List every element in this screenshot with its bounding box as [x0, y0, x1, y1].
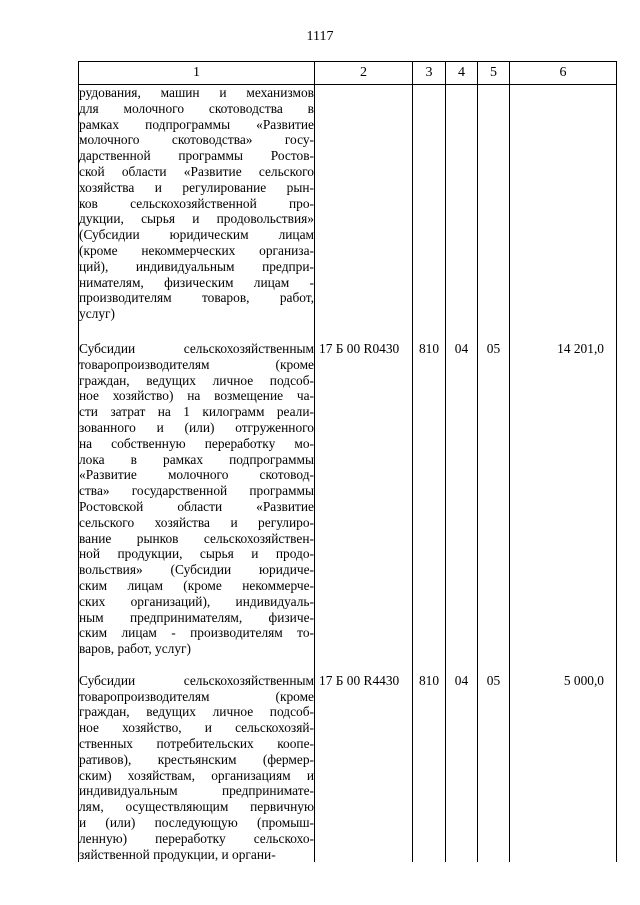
description-line: дукции, сырья и продовольствия»	[79, 211, 314, 227]
budget-table	[78, 61, 617, 862]
description-line: на собственную переработку мо-	[79, 435, 314, 451]
row-section	[446, 85, 478, 341]
row-description	[79, 85, 315, 341]
description-line: для молочного скотоводства в	[79, 100, 314, 116]
description-line: Субсидии сельскохозяйственным	[79, 340, 314, 356]
description-line: товаропроизводителям (кроме	[79, 688, 314, 704]
description-line: ским) хозяйствам, организациям и	[79, 767, 314, 783]
description-line: ков сельскохозяйственной про-	[79, 195, 314, 211]
table-row	[79, 673, 617, 863]
column-header-4: 4	[446, 62, 478, 85]
column-header-3: 3	[413, 62, 446, 85]
row-amount: 14 201,0	[510, 341, 617, 673]
table-row	[79, 85, 617, 341]
page-number: 1117	[306, 29, 334, 44]
row-description	[79, 341, 315, 673]
row-target-code: 17 Б 00 R0430	[315, 341, 413, 673]
description-line: вание рынков сельскохозяйствен-	[79, 530, 314, 546]
description-line: Субсидии сельскохозяйственным	[79, 672, 314, 688]
row-description	[79, 673, 315, 863]
column-header-5: 5	[478, 62, 510, 85]
description-line: дарственной программы Ростов-	[79, 148, 314, 164]
description-line: ской области «Развитие сельского	[79, 163, 314, 179]
description-line: ной продукции, сырья и продо-	[79, 546, 314, 562]
description-line: варов, работ, услуг)	[79, 641, 191, 657]
column-header-2: 2	[315, 62, 413, 85]
description-line: товаропроизводителям (кроме	[79, 356, 314, 372]
description-line: ским лицам (кроме некоммерче-	[79, 577, 314, 593]
description-line: (кроме некоммерческих организа-	[79, 242, 314, 258]
description-line: ное хозяйство) на возмещение ча-	[79, 388, 314, 404]
description-line: ций), индивидуальным предпри-	[79, 258, 314, 274]
description-line: индивидуальным предпринимате-	[79, 783, 314, 799]
column-header-6: 6	[510, 62, 617, 85]
table-row	[79, 341, 617, 673]
description-line: Ростовской области «Развитие	[79, 498, 314, 514]
row-subsection	[478, 85, 510, 341]
description-line: ным предпринимателям, физиче-	[79, 609, 314, 625]
row-amount: 5 000,0	[510, 673, 617, 863]
description-line: зяйственной продукции, и органи-	[79, 846, 276, 862]
description-line: хозяйства и регулирование рын-	[79, 179, 314, 195]
description-line: сти затрат на 1 килограмм реали-	[79, 404, 314, 420]
description-line: сельского хозяйства и регулиро-	[79, 514, 314, 530]
description-line: молочного скотоводства» госу-	[79, 132, 314, 148]
row-subsection: 05	[478, 673, 510, 863]
row-target-code	[315, 85, 413, 341]
row-subsection: 05	[478, 341, 510, 673]
description-line: ративов), крестьянским (фермер-	[79, 751, 314, 767]
row-expense-type: 810	[413, 673, 446, 863]
description-line: граждан, ведущих личное подсоб-	[79, 704, 314, 720]
description-line: производителям товаров, работ,	[79, 290, 314, 306]
description-line: ное хозяйство, и сельскохозяй-	[79, 720, 314, 736]
description-line: граждан, ведущих личное подсоб-	[79, 372, 314, 388]
description-line: ства» государственной программы	[79, 483, 314, 499]
row-expense-type	[413, 85, 446, 341]
row-expense-type: 810	[413, 341, 446, 673]
description-line: ственных потребительских коопе-	[79, 736, 314, 752]
description-line: и (или) последующую (промыш-	[79, 815, 314, 831]
description-line: зованного и (или) отгруженного	[79, 419, 314, 435]
description-line: нимателям, физическим лицам -	[79, 274, 314, 290]
description-line: (Субсидии юридическим лицам	[79, 227, 314, 243]
description-line: ских организаций), индивидуаль-	[79, 593, 314, 609]
description-line: ленную) переработку сельскохо-	[79, 830, 314, 846]
row-amount	[510, 85, 617, 341]
row-section: 04	[446, 341, 478, 673]
description-line: рудования, машин и механизмов	[79, 85, 314, 100]
description-line: услуг)	[79, 306, 115, 322]
description-line: вольствия» (Субсидии юридиче-	[79, 562, 314, 578]
description-line: лям, осуществляющим первичную	[79, 799, 314, 815]
description-line: «Развитие молочного скотовод-	[79, 467, 314, 483]
column-header-1: 1	[79, 62, 315, 85]
description-line: ским лицам - производителям то-	[79, 625, 314, 641]
row-target-code: 17 Б 00 R4430	[315, 673, 413, 863]
table-header-row	[79, 62, 617, 85]
description-line: лока в рамках подпрограммы	[79, 451, 314, 467]
description-line: рамках подпрограммы «Развитие	[79, 116, 314, 132]
row-section: 04	[446, 673, 478, 863]
